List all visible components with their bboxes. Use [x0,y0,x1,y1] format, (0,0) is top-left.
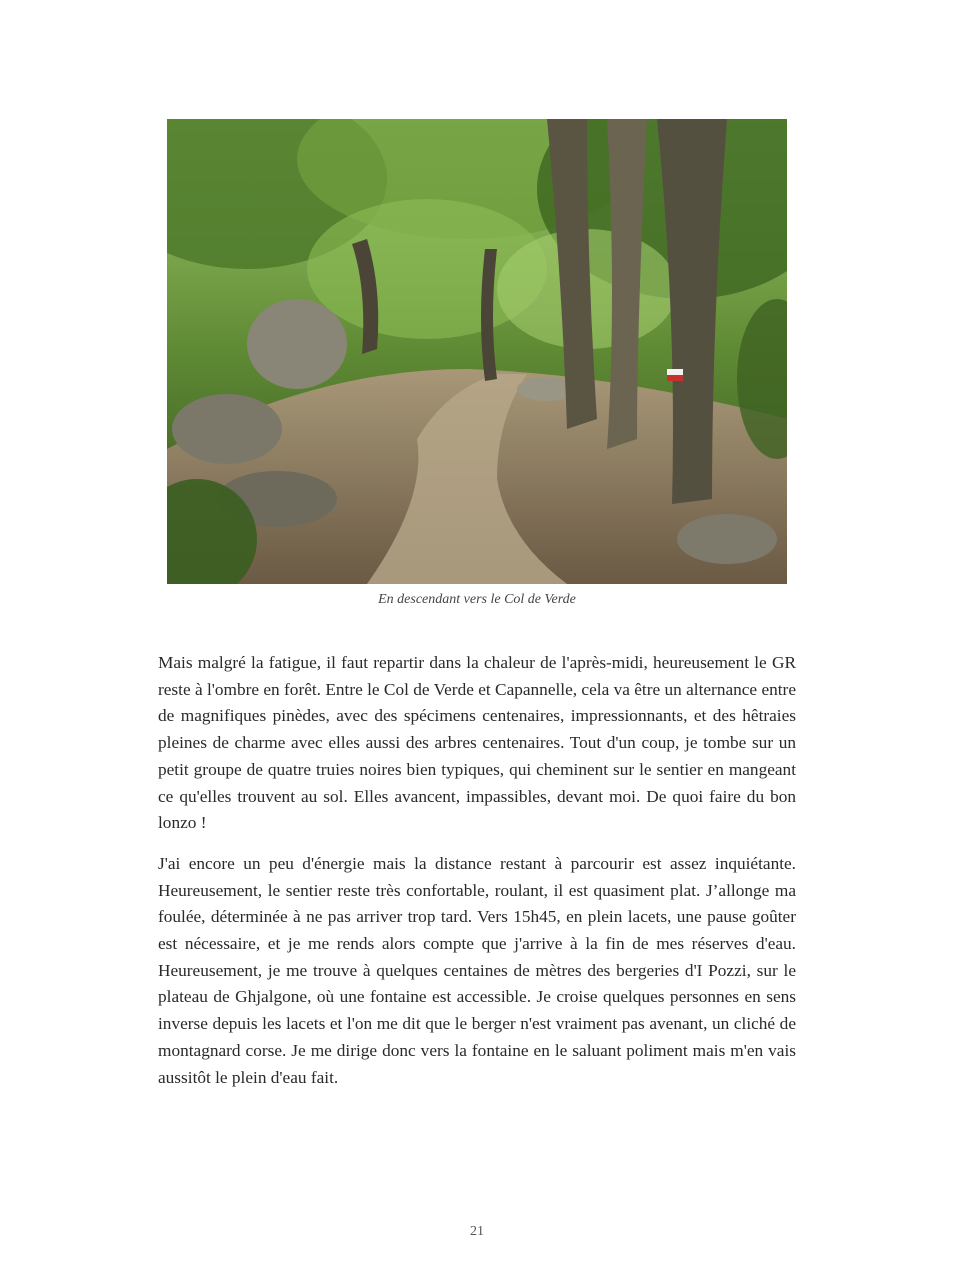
forest-trail-photo [167,119,787,584]
paragraph: Mais malgré la fatigue, il faut repartir dans la chaleur de l'après-midi, heureusement le GR reste à l'ombre en forêt. Entre le Col de Verde et Capannelle, cela va être un alternance entre de magnifiques pinèdes, avec des spécimens centenaires, impressionnants, et des hêtraies pleines de charme avec elles aussi des arbres centenaires. Tout d'un coup, je tombe sur un petit groupe de quatre truies noires bien typiques, qui cheminent sur le sentier en mangeant ce qu'elles trouvent au sol. Elles avancent, impassibles, devant moi. De quoi faire du bon lonzo ! [158,653,796,833]
paragraph: J'ai encore un peu d'énergie mais la distance restant à parcourir est assez inquiétante. Heureusement, le sentier reste très confortable, roulant, il est quasiment plat. J’allonge ma foulée, déterminée à ne pas arriver trop tard. Vers 15h45, en plein lacets, une pause goûter est nécessaire, et je me rends alors compte que j'arrive à la fin de mes réserves d'eau. Heureusement, je me trouve à quelques centaines de mètres des bergeries d'I Pozzi, sur le plateau de Ghjalgone, où une fontaine est accessible. Je croise quelques personnes en sens inverse depuis les lacets et l'on me dit que le berger n'est vraiment pas avenant, un cliché de montagnard corse. Je me dirige donc vers la fontaine en le saluant poliment mais m'en vais aussitôt le plein d'eau fait. [158,853,796,1087]
figure-caption: En descendant vers le Col de Verde [378,592,576,607]
body-text [158,650,796,1105]
forest-trail-illustration [167,119,787,584]
page-number: 21 [470,1224,484,1239]
